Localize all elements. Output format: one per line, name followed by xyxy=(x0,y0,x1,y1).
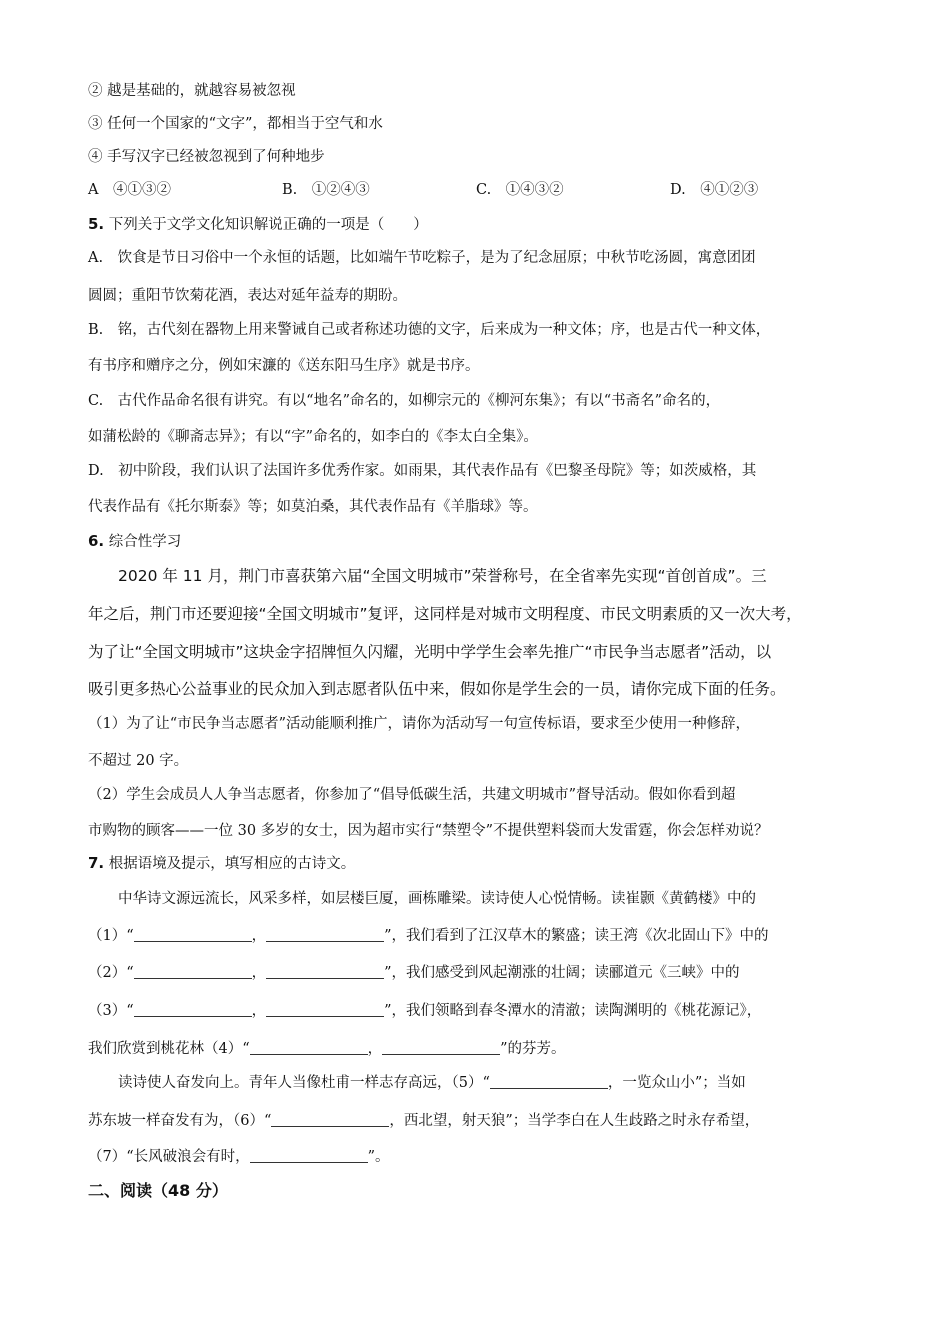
q5-option-a-line1: A. 饮食是节日习俗中一个永恒的话题，比如端午节吃粽子，是为了纪念屈原；中秋节吃汤圆，寓意团团 xyxy=(88,250,756,266)
q6-number: 6. xyxy=(88,532,105,550)
q4-item-3: ③ 任何一个国家的“文字”，都相当于空气和水 xyxy=(88,116,383,132)
q6-sub2-line2: 市购物的顾客——一位 30 多岁的女士，因为超市实行“禁塑令”不提供塑料袋而大发雷霆，你会怎样劝说？ xyxy=(88,823,769,839)
q6-paragraph-line3: 为了让“全国文明城市”这块金字招牌恒久闪耀，光明中学学生会率先推广“市民争当志愿者”活动，以 xyxy=(88,643,772,661)
q7-stem-text: 根据语境及提示，填写相应的古诗文。 xyxy=(104,856,356,872)
answer-blank[interactable] xyxy=(250,1040,368,1055)
q6-stem-text: 综合性学习 xyxy=(104,534,182,550)
answer-blank[interactable] xyxy=(266,964,384,979)
q6-paragraph-line2: 年之后，荆门市还要迎接“全国文明城市”复评，这同样是对城市文明程度、市民文明素质的又一次大考， xyxy=(88,605,802,623)
answer-blank[interactable] xyxy=(382,1040,500,1055)
answer-blank[interactable] xyxy=(266,927,384,942)
q5-option-d-line2: 代表作品有《托尔斯泰》等；如莫泊桑，其代表作品有《羊脂球》等。 xyxy=(88,499,538,515)
q4-option-a: A ④①③② xyxy=(88,182,171,198)
q7-paragraph2-line2: 苏东坡一样奋发有为，（6）“ ，西北望，射天狼”；当学李白在人生歧路之时永存希望， xyxy=(88,1113,760,1129)
section-2-heading: 二、阅读（48 分） xyxy=(88,1181,228,1200)
q4-item-4: ④ 手写汉字已经被忽视到了何种地步 xyxy=(88,149,325,165)
q4-option-b: B. ①②④③ xyxy=(282,182,370,198)
q4-item-2: ② 越是基础的，就越容易被忽视 xyxy=(88,83,296,99)
q5-option-b-line1: B. 铭，古代刻在器物上用来警诫自己或者称述功德的文字，后来成为一种文体；序，也是古代一种文体， xyxy=(88,322,771,338)
q7-line3: （3）“ ， ”，我们领略到春冬潭水的清澈；读陶渊明的《桃花源记》， xyxy=(88,1003,762,1019)
q7-line2: （2）“ ， ”，我们感受到风起潮涨的壮阔；读郦道元《三峡》中的 xyxy=(88,965,740,981)
q7-intro: 中华诗文源远流长，风采多样，如层楼巨厦，画栋雕梁。读诗使人心悦情畅。读崔颢《黄鹤楼》中的 xyxy=(118,891,756,907)
q4-option-d: D. ④①②③ xyxy=(670,182,759,198)
q7-paragraph2-line1: 读诗使人奋发向上。青年人当像杜甫一样志存高远，（5）“ ，一览众山小”；当如 xyxy=(118,1075,746,1091)
q5-option-b-line2: 有书序和赠序之分，例如宋濂的《送东阳马生序》就是书序。 xyxy=(88,358,480,374)
q4-option-c: C. ①④③② xyxy=(476,182,564,198)
q6-sub2-line1: （2）学生会成员人人争当志愿者，你参加了“倡导低碳生活，共建文明城市”督导活动。假如你看到超 xyxy=(88,787,736,803)
q7-line4: 我们欣赏到桃花林（4）“ ， ”的芬芳。 xyxy=(88,1041,566,1057)
answer-blank[interactable] xyxy=(266,1002,384,1017)
q7-line1: （1）“ ， ”，我们看到了江汉草木的繁盛；读王湾《次北固山下》中的 xyxy=(88,928,769,944)
q6-paragraph-line1: 2020 年 11 月，荆门市喜获第六届“全国文明城市”荣誉称号，在全省率先实现“首创首成”。三 xyxy=(118,567,767,585)
q5-option-d-line1: D. 初中阶段，我们认识了法国许多优秀作家。如雨果，其代表作品有《巴黎圣母院》等；如茨威格，其 xyxy=(88,463,757,479)
q5-stem xyxy=(88,214,428,235)
q7-paragraph2-line3: （7）“长风破浪会有时， ”。 xyxy=(88,1149,390,1165)
answer-blank[interactable] xyxy=(134,964,252,979)
answer-blank[interactable] xyxy=(134,927,252,942)
q5-option-c-line1: C. 古代作品命名很有讲究。有以“地名”命名的，如柳宗元的《柳河东集》；有以“书斋名”命名的， xyxy=(88,393,721,409)
q5-number: 5. xyxy=(88,215,105,233)
q7-number: 7. xyxy=(88,854,105,872)
q6-sub1-line2: 不超过 20 字。 xyxy=(88,753,189,769)
q5-stem-text: 下列关于文学文化知识解说正确的一项是（ ） xyxy=(104,217,428,233)
q6-paragraph-line4: 吸引更多热心公益事业的民众加入到志愿者队伍中来，假如你是学生会的一员，请你完成下面的任务。 xyxy=(88,680,786,698)
q5-option-a-line2: 圆圆；重阳节饮菊花酒，表达对延年益寿的期盼。 xyxy=(88,288,407,304)
q5-option-c-line2: 如蒲松龄的《聊斋志异》；有以“字”命名的，如李白的《李太白全集》。 xyxy=(88,429,538,445)
answer-blank[interactable] xyxy=(134,1002,252,1017)
answer-blank[interactable] xyxy=(490,1074,608,1089)
answer-blank[interactable] xyxy=(271,1112,389,1127)
answer-blank[interactable] xyxy=(250,1148,368,1163)
q6-stem xyxy=(88,531,181,552)
q6-sub1-line1: （1）为了让“市民争当志愿者”活动能顺利推广，请你为活动写一句宣传标语，要求至少使用一种修辞， xyxy=(88,716,751,732)
q7-stem xyxy=(88,853,355,874)
